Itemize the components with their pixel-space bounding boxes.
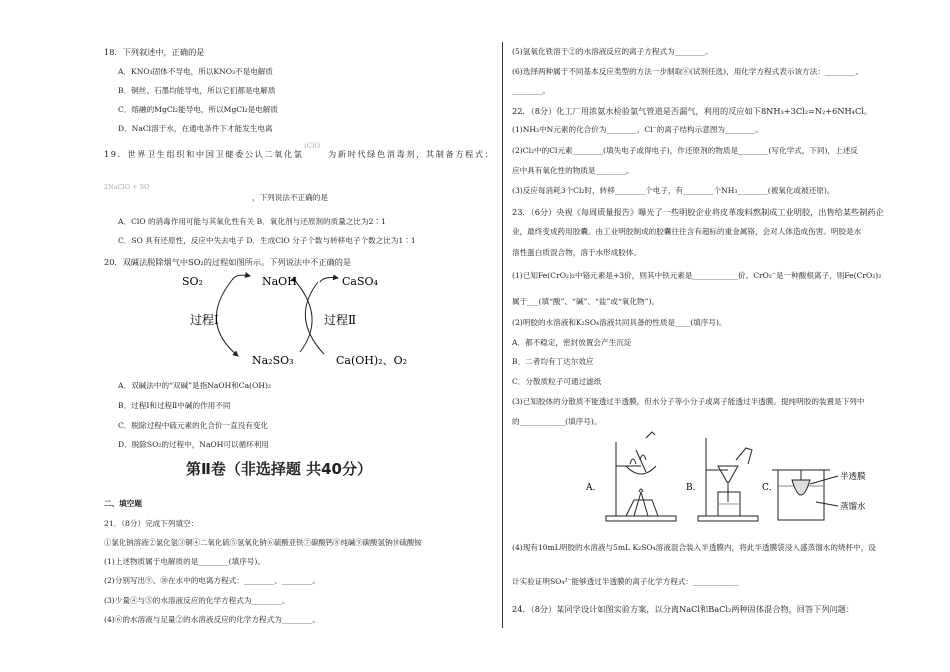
q23-line-3: 溶性蛋白质混合物，溶于水形成胶体。 <box>512 248 642 257</box>
q20-option-d: D．脱除SO₂的过程中，NaOH可以循环利用 <box>118 440 269 449</box>
q21-part-6-cont: ________。 <box>512 86 550 95</box>
q21-part-1: (1)上述物质属于电解质的是________(填序号)。 <box>104 557 265 566</box>
q20-option-a: A．双碱法中的“双碱”是指NaOH和Ca(OH)₂ <box>118 381 271 390</box>
q20-option-c: C．脱除过程中硫元素的化合价一直没有变化 <box>118 421 269 430</box>
q19-stem-3: ，下列说法不正确的是 <box>252 193 328 202</box>
label-distilled-water: 蒸馏水 <box>840 502 866 512</box>
dialysis-apparatus-icon <box>772 470 838 520</box>
cycle-label-caso4: CaSO₄ <box>342 275 378 288</box>
q23-part-1b: 属于___(填“酸”、“碱”、“盐”或“氧化物”)。 <box>512 297 660 306</box>
q21-substance-list: ①氯化钠溶液②氯化氢③铜④二氧化硫⑤氢氧化钠⑥硫酸亚铁⑦碳酸钙⑧纯碱⑨碳酸氢钠⑩硫酸铵 <box>104 538 422 547</box>
q21-part-6: (6)选择两种属于不同基本反应类型的方法一步制取⑥(试剂任选)，用化学方程式表示该方法：________、 <box>512 67 863 76</box>
section-ii-title: 第Ⅱ卷（非选择题 共40分） <box>186 460 372 478</box>
q23-option-c: C．分散质粒子可通过滤纸 <box>512 377 602 386</box>
q19-equation-faint: 2NaClO + SO <box>104 183 150 191</box>
purification-apparatus-figure <box>586 430 886 530</box>
q18-stem: 18．下列叙述中，正确的是 <box>104 47 205 57</box>
q22-part-2b: 应中具有氧化性的物质是________。 <box>512 166 634 175</box>
q21-part-5: (5)氢氧化铁溶于②的水溶液反应的离子方程式为________。 <box>512 47 713 56</box>
cycle-label-na2so3: Na₂SO₃ <box>252 354 294 367</box>
q24-stem: 24．（8分）某同学设计如图实验方案，以分离NaCl和BaCl₂两种固体混合物，回答下列问题： <box>512 604 855 614</box>
q18-option-b: B．铜丝、石墨均能导电，所以它们都是电解质 <box>118 86 276 95</box>
cycle-label-naoh: NaOH <box>262 275 297 288</box>
q23-line-2: 业，最终变成药用胶囊。由工业明胶制成的胶囊往往含有超标的重金属铬，会对人体造成伤害。明胶是水 <box>512 227 862 236</box>
q19-options-cd: C．SO 具有还原性，反应中失去电子 D．生成ClO 分子个数与转移电子个数之比为1∶1 <box>118 236 416 245</box>
apparatus-label-a: A． <box>586 483 602 493</box>
q21-stem: 21．（8分）完成下列填空： <box>104 519 199 528</box>
q23-part-4b: 计实验证明SO₄²⁻能够透过半透膜的离子化学方程式：____________ <box>512 577 739 586</box>
q19-options-ab: A．ClO 的消毒作用可能与其氧化性有关 B．氧化剂与还原剂的质量之比为2∶1 <box>118 217 386 226</box>
q23-part-1a: (1)已知Fe(CrO₂)₂中铬元素是+3价，则其中铁元素是____________价。CrO₂⁻是一种酸根离子，则Fe(CrO₂)₂ <box>512 271 882 280</box>
double-alkali-cycle-diagram <box>178 268 418 374</box>
q19-stem-1: 19．世界卫生组织和中国卫健委公认二氧化氯 <box>104 149 304 159</box>
q18-option-a: A．KNO₃固体不导电，所以KNO₃不是电解质 <box>118 67 273 76</box>
q23-option-a: A．都不稳定，密封放置会产生沉淀 <box>512 338 632 347</box>
evaporation-apparatus-icon <box>606 432 676 521</box>
q23-part-3a: (3)已知胶体的分散质不能透过半透膜，但水分子等小分子或离子能透过半透膜。提纯明胶的装置是下列中 <box>512 397 865 406</box>
q21-part-3: (3)少量④与⑤的水溶液反应的化学方程式为________。 <box>104 596 290 605</box>
q18-option-d: D．NaCl溶于水，在通电条件下才能发生电离 <box>118 124 273 133</box>
q19-stem-2: 为新时代绿色消毒剂，其制备方程式： <box>328 149 495 159</box>
q19-formula-faint: (ClO <box>304 142 321 150</box>
cycle-label-so2: SO₂ <box>182 275 203 288</box>
label-semipermeable-membrane: 半透膜 <box>840 472 866 482</box>
q23-line-1: 23．（6分）央视《每周质量报告》曝光了一些明胶企业将皮革废料熬制成工业明胶，出售给某些制药企 <box>512 207 884 217</box>
column-divider <box>502 42 503 628</box>
q23-part-4a: (4)现有10mL明胶的水溶液与5mL K₂SO₄溶液混合装入半透膜内，将此半透膜袋浸入盛蒸馏水的烧杯中，设 <box>512 543 876 552</box>
q20-stem: 20．双碱法脱除烟气中SO₂的过程如图所示。下列说法中不正确的是 <box>104 257 352 267</box>
q18-option-c: C．熔融的MgCl₂能导电，所以MgCl₂是电解质 <box>118 105 278 114</box>
q22-part-3: (3)反应每消耗3个Cl₂时，转移________个电子，有________个NH₃________(被氧化或被还原)。 <box>512 186 835 195</box>
section-fill-heading: 二、填空题 <box>104 499 142 508</box>
filtration-apparatus-icon <box>698 438 758 521</box>
apparatus-label-b: B． <box>686 483 702 493</box>
q20-option-b: B．过程Ⅰ和过程Ⅱ中碱的作用不同 <box>118 401 231 410</box>
cycle-label-process-2: 过程Ⅱ <box>324 313 357 327</box>
q22-part-1: (1)NH₃中N元素的化合价为________，Cl⁻的离子结构示意图为________。 <box>512 125 763 134</box>
apparatus-label-c: C． <box>762 483 778 493</box>
q23-part-2: (2)明胶的水溶液和K₂SO₄溶液共同具备的性质是____(填序号)。 <box>512 318 727 327</box>
q22-part-2a: (2)Cl₂中的Cl元素________(填失电子或得电子)，作还原剂的物质是________(写化学式，下同)，上述反 <box>512 146 858 155</box>
q22-stem: 22．（8分）化工厂用浓氨水检验氯气管道是否漏气，利用的反应如下8NH₃+3Cl₂=N₂+6NH₄Cl。 <box>512 106 873 116</box>
cycle-label-process-1: 过程Ⅰ <box>190 313 219 327</box>
q21-part-4: (4)⑥的水溶液与足量②的水溶液反应的化学方程式为________。 <box>104 615 320 624</box>
cycle-label-caoh2-o2: Ca(OH)₂、O₂ <box>336 354 408 367</box>
q21-part-2: (2)分别写出⑨、⑩在水中的电离方程式：________、________。 <box>104 576 320 585</box>
q23-part-3b: 的____________(填序号)。 <box>512 417 602 426</box>
q23-option-b: B．二者均有丁达尔效应 <box>512 357 594 366</box>
